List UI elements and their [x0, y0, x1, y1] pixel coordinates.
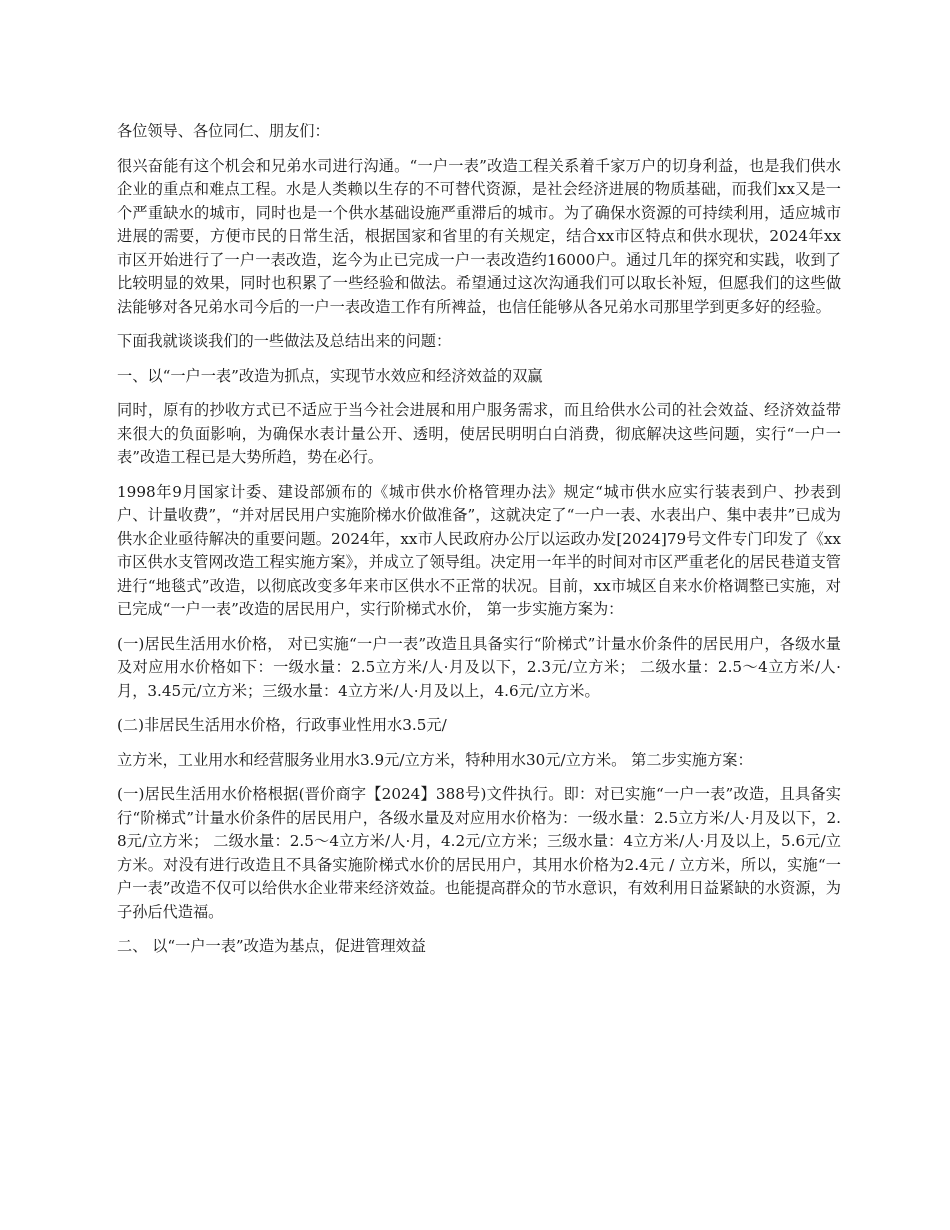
section-heading-2: 二、 以“一户一表”改造为基点，促进管理效益: [117, 937, 426, 955]
price-item-non-residential: (二)非居民生活用水价格，行政事业性用水3.5元/: [117, 716, 447, 734]
document-page: [117, 120, 841, 970]
transition-paragraph: 下面我就谈谈我们的一些做法及总结出来的问题：: [117, 332, 452, 350]
body-paragraph: 立方米，工业用水和经营服务业用水3.9元/立方米，特种用水30元/立方米。 第二步实施方案：: [117, 750, 753, 769]
section-heading-1: 一、以“一户一表”改造为抓点，实现节水效应和经济效益的双赢: [117, 366, 543, 385]
price-item-residential: (一)居民生活用水价格， 对已实施“一户一表”改造且具备实行“阶梯式”计量水价条件的居民用户，各级水量及对应用水价格如下：一级水量：2.5立方米/人·月及以下，2.3元/立方米； 二级水量：2.5～4立方米/人·月，3.45元/立方米；三级水量：4立方米/人·月及以上，4.6元/立方米。: [117, 634, 841, 700]
salutation: 各位领导、各位同仁、朋友们：: [117, 122, 330, 140]
body-paragraph: 1998年9月国家计委、建设部颁布的《城市供水价格管理办法》规定“城市供水应实行装表到户、抄表到户、计量收费”，“并对居民用户实施阶梯水价做准备”，这就决定了“一户一表、水表出户、集中表井”已成为供水企业亟待解决的重要问题。2024年，xx市人民政府办公厅以运政办发[2024]79号文件专门印发了《xx市区供水支管网改造工程实施方案》，并成立了领导组。决定用一年半的时间对市区严重老化的居民巷道支管进行“地毯式”改造，以彻底改变多年来市区供水不正常的状况。目前，xx市城区自来水价格调整已实施，对已完成“一户一表”改造的居民用户，实行阶梯式水价， 第一步实施方案为：: [117, 482, 841, 618]
price-item-step-two: (一)居民生活用水价格根据(晋价商字【2024】388号)文件执行。即：对已实施“一户一表”改造，且具备实行“阶梯式”计量水价条件的居民用户，各级水量及对应用水价格为：一级水量：2.5立方米/人·月及以下，2.8元/立方米； 二级水量：2.5～4立方米/人·月，4.2元/立方米；三级水量：4立方米/人·月及以上，5.6元/立方米。对没有进行改造且不具备实施阶梯式水价的居民用户，其用水价格为2.4元 / 立方米，所以，实施“一户一表”改造不仅可以给供水企业带来经济效益。也能提高群众的节水意识，有效利用日益紧缺的水资源，为子孙后代造福。: [117, 785, 841, 921]
intro-paragraph: 很兴奋能有这个机会和兄弟水司进行沟通。“一户一表”改造工程关系着千家万户的切身利益，也是我们供水企业的重点和难点工程。水是人类赖以生存的不可替代资源，是社会经济进展的物质基础，而我们xx又是一个严重缺水的城市，同时也是一个供水基础设施严重滞后的城市。为了确保水资源的可持续利用，适应城市进展的需要，方便市民的日常生活，根据国家和省里的有关规定，结合xx市区特点和供水现状，2024年xx市区开始进行了一户一表改造，迄今为止已完成一户一表改造约16000户。通过几年的探究和实践，收到了比较明显的效果，同时也积累了一些经验和做法。希望通过这次沟通我们可以取长补短，但愿我们的这些做法能够对各兄弟水司今后的一户一表改造工作有所裨益，也信任能够从各兄弟水司那里学到更多好的经验。: [117, 156, 841, 316]
body-paragraph: 同时，原有的抄收方式已不适应于当今社会进展和用户服务需求，而且给供水公司的社会效益、经济效益带来很大的负面影响，为确保水表计量公开、透明，使居民明明白白消费，彻底解决这些问题，实行“一户一表”改造工程已是大势所趋，势在必行。: [117, 401, 841, 466]
